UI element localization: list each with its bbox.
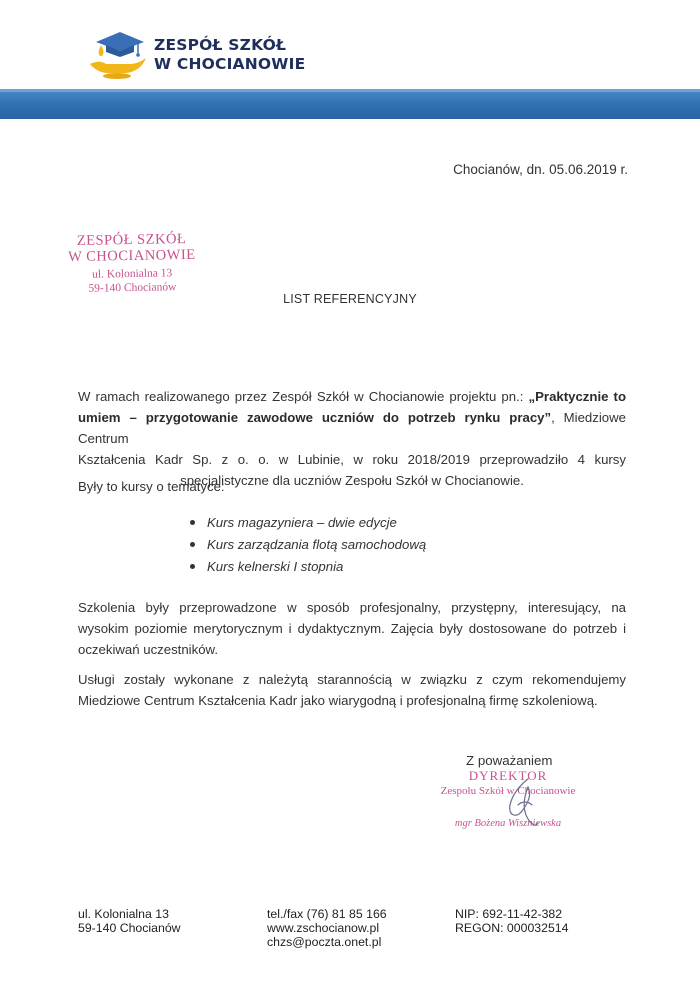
p1-line3: Kształcenia Kadr Sp. z o. o. w Lubinie, w roku 2018/2019 przeprowadziło 4 kursy [78, 452, 626, 467]
course-list [190, 512, 426, 578]
logo-line1: ZESPÓŁ SZKÓŁ [154, 36, 287, 54]
header-band-highlight [0, 89, 700, 92]
director-role: DYREKTOR [468, 768, 548, 783]
director-org: Zespołu Szkół w Chocianowie [440, 785, 576, 797]
footer-nip: NIP: 692-11-42-382 [455, 907, 563, 921]
footer-regon: REGON: 000032514 [455, 921, 569, 935]
stamp-line2: W CHOCIANOWIE [67, 246, 196, 266]
p1-line4: specjalistyczne dla uczniów Zespołu Szkół w Chocianowie. [180, 473, 524, 488]
footer-address [78, 907, 181, 935]
bullet-icon [190, 520, 195, 525]
project-name-end: umiem – przygotowanie zawodowe uczniów do potrzeb rynku pracy” [78, 410, 552, 425]
paragraph-quality: Szkolenia były przeprowadzone w sposób profesjonalny, przystępny, interesujący, na wysokim poziomie merytorycznym i dydaktycznym. Zajęcia były dostosowane do potrzeb i oczekiwań uczestników. [78, 600, 626, 657]
document-title: LIST REFERENCYJNY [283, 292, 417, 306]
document-date: Chocianów, dn. 05.06.2019 r. [453, 162, 628, 177]
stamp-line4: 59-140 Chocianów [88, 281, 177, 295]
school-logo-icon [86, 28, 148, 80]
course-name: Kurs magazyniera – dwie edycje [207, 515, 397, 530]
list-item [190, 556, 426, 578]
bullet-icon [190, 542, 195, 547]
p1-text-b: , Miedziowe Centrum [78, 410, 626, 446]
footer-city: 59-140 Chocianów [78, 921, 181, 935]
school-stamp [61, 232, 202, 296]
footer-email: chzs@poczta.onet.pl [267, 935, 382, 949]
handwritten-signature-icon [498, 775, 544, 835]
footer-street: ul. Kolonialna 13 [78, 907, 169, 921]
course-name: Kurs zarządzania flotą samochodową [207, 537, 427, 552]
footer-website: www.zschocianow.pl [267, 921, 380, 935]
closing-phrase: Z poważaniem [466, 753, 553, 768]
director-name: mgr Bożena Wiszniewska [454, 818, 562, 829]
logo-line2: W CHOCIANOWIE [154, 55, 306, 73]
header-band [0, 89, 700, 119]
project-name-start: „Praktycznie to [528, 389, 626, 404]
list-item [190, 534, 426, 556]
school-name-logo [154, 36, 305, 74]
footer-contact [267, 907, 387, 949]
stamp-line1: ZESPÓŁ SZKÓŁ [76, 231, 187, 249]
bullet-icon [190, 564, 195, 569]
course-name: Kurs kelnerski I stopnia [207, 559, 344, 574]
paragraph-courses-intro: Były to kursy o tematyce: [78, 479, 225, 494]
footer-phone: tel./fax (76) 81 85 166 [267, 907, 387, 921]
paragraph-recommendation: Usługi zostały wykonane z należytą starannością w związku z czym rekomendujemy Miedziowe Centrum Kształcenia Kadr jako wiarygodną i profesjonalną firmę szkoleniową. [78, 672, 626, 708]
footer-registry [455, 907, 568, 935]
p1-text-a: W ramach realizowanego przez Zespół Szkół w Chocianowie projektu pn.: [78, 389, 529, 404]
stamp-line3: ul. Kolonialna 13 [91, 267, 173, 281]
list-item [190, 512, 426, 534]
